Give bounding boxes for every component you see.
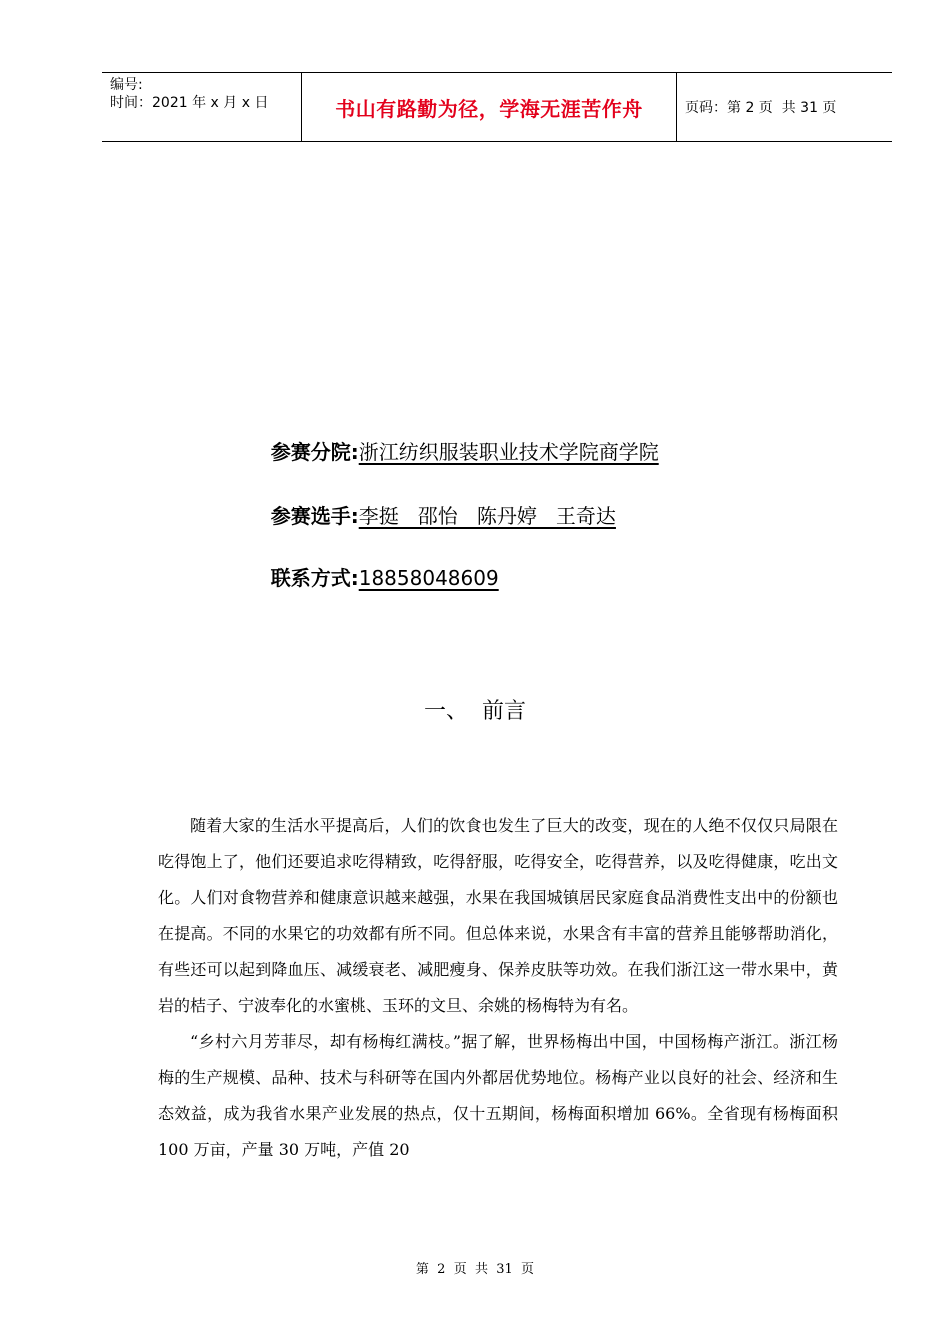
info-value: 李挺 邵怡 陈丹婷 王奇达 [358, 504, 616, 528]
section-title: 一、 前言 [424, 699, 526, 724]
number-label: 编号: [110, 77, 143, 93]
info-label: 参赛选手: [270, 504, 359, 528]
page-footer: 第 2 页 共 31 页 [415, 1262, 535, 1277]
header-meta [102, 73, 302, 141]
info-line-department [258, 412, 659, 465]
paragraph: “乡村六月芳菲尽，却有杨梅红满枝。”据了解，世界杨梅出中国，中国杨梅产浙江。浙江杨梅的生产规模、品种、技术与科研等在国内外都居优势地位。杨梅产业以良好的社会、经济和生态效益，成为我省水果产业发展的热点，仅十五期间，杨梅面积增加 66%。全省现有杨梅面积 100 万亩，产量 30 万吨，产值 20 [158, 1032, 838, 1159]
info-line-contestants [258, 476, 616, 529]
time-label: 时间：2021 年 x 月 x 日 [110, 95, 269, 111]
info-label: 联系方式: [270, 566, 359, 590]
info-value: 18858048609 [358, 566, 499, 590]
document-header [102, 72, 892, 142]
paragraph: 随着大家的生活水平提高后，人们的饮食也发生了巨大的改变，现在的人绝不仅仅只局限在吃得饱上了，他们还要追求吃得精致，吃得舒服，吃得安全，吃得营养，以及吃得健康，吃出文化。人们对食物营养和健康意识越来越强，水果在我国城镇居民家庭食品消费性支出中的份额也在提高。不同的水果它的功效都有所不同。但总体来说，水果含有丰富的营养且能够帮助消化，有些还可以起到降血压、减缓衰老、减肥瘦身、保养皮肤等功效。在我们浙江这一带水果中，黄岩的桔子、宁波奉化的水蜜桃、玉环的文旦、余姚的杨梅特为有名。 [158, 816, 838, 1015]
header-page-info: 页码：第 2 页 共 31 页 [685, 100, 837, 116]
info-value: 浙江纺织服装职业技术学院商学院 [358, 440, 659, 464]
header-motto: 书山有路勤为径，学海无涯苦作舟 [302, 73, 677, 141]
info-label: 参赛分院: [270, 440, 359, 464]
body-text [158, 808, 838, 1168]
info-line-contact [258, 538, 499, 591]
